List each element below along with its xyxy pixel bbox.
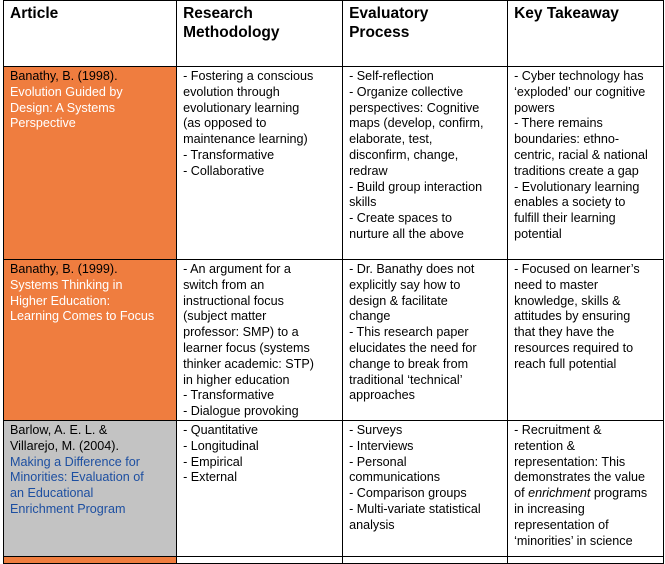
article-title-line[interactable]: Evolution Guided by [10,84,123,99]
cell-line: that they have the [514,325,615,340]
evaluation-cell-partial [343,556,508,563]
cell-line: - Evolutionary learning [514,179,640,194]
cell-line: - Personal [349,454,407,469]
article-cell [4,260,177,421]
header-article-label: Article [10,5,59,22]
takeaway-cell [508,67,664,260]
cell-line: resources required to [514,340,634,355]
cell-line: traditions create a gap [514,163,639,178]
article-cell [4,420,177,556]
cell-line: (as opposed to [183,116,267,131]
article-title-line[interactable]: Perspective [10,116,76,131]
header-methodology [177,1,343,67]
cell-line: reach full potential [514,356,617,371]
header-takeaway-label: Key Takeaway [514,5,619,22]
article-author: Villarejo, M. (2004). [10,438,119,453]
takeaway-fragment: programs [590,486,648,501]
cell-line: - Build group interaction [349,179,483,194]
article-title-line[interactable]: Making a Difference for [10,454,140,469]
cell-line: switch from an [183,277,265,292]
cell-line: powers [514,100,555,115]
cell-line: - Cyber technology has [514,69,644,83]
cell-line: learner focus (systems [183,340,310,355]
cell-line: traditional ‘technical’ [349,372,463,387]
takeaway-line: representation: This [514,454,626,469]
cell-line: communications [349,470,441,485]
evaluation-cell [343,67,508,260]
cell-line: - Create spaces to [349,211,452,226]
cell-line: evolutionary learning [183,100,300,115]
table-row [4,420,664,556]
cell-line: need to master [514,277,599,292]
article-title-line[interactable]: Higher Education: [10,293,111,308]
cell-line: - Focused on learner’s [514,262,640,276]
cell-line: elaborate, test, [349,132,433,147]
takeaway-line: retention & [514,438,576,453]
cell-line: boundaries: ethno- [514,132,620,147]
table-row-partial [4,556,664,563]
methodology-cell [177,67,343,260]
table-row [4,67,664,260]
cell-line: professor: SMP) to a [183,325,299,340]
cell-line: disconfirm, change, [349,147,459,162]
cell-line: ‘exploded’ our cognitive [514,84,646,99]
cell-line: - Organize collective [349,84,464,99]
cell-line: change to break from [349,356,469,371]
cell-line: - Self-reflection [349,69,434,83]
cell-line: explicitly say how to [349,277,461,292]
cell-line: evolution through [183,84,280,99]
article-title-line[interactable]: Enrichment Program [10,501,126,516]
cell-line: - Transformative [183,388,275,403]
cell-line: redraw [349,163,388,178]
cell-line: change [349,309,391,324]
cell-line: - Surveys [349,422,403,437]
literature-review-table [3,0,664,564]
methodology-cell [177,420,343,556]
header-evaluation [343,1,508,67]
takeaway-line: representation of [514,517,609,532]
article-cell-partial [4,556,177,563]
evaluation-cell [343,420,508,556]
article-author: Banathy, B. (1998). [10,69,118,83]
takeaway-line: - Recruitment & [514,422,602,437]
header-methodology-label: Research Methodology [183,5,280,41]
cell-line: - Longitudinal [183,438,259,453]
article-cell [4,67,177,260]
takeaway-cell [508,260,664,421]
cell-line: design & facilitate [349,293,448,308]
cell-line: - Fostering a conscious [183,69,314,83]
article-title-line[interactable]: an Educational [10,486,94,501]
cell-line: - There remains [514,116,603,131]
cell-line: - Empirical [183,454,243,469]
cell-line: - Multi-variate statistical [349,501,481,516]
methodology-cell [177,260,343,421]
cell-line: skills [349,195,377,210]
article-title-line[interactable]: Minorities: Evaluation of [10,470,144,485]
takeaway-line: ‘minorities’ in science [514,533,633,548]
cell-line: - Interviews [349,438,414,453]
cell-line: elucidates the need for [349,340,477,355]
cell-line: - Quantitative [183,422,258,437]
cell-line: attitudes by ensuring [514,309,631,324]
article-title-line[interactable]: Learning Comes to Focus [10,309,155,324]
cell-line: - An argument for a [183,262,291,276]
table-row [4,260,664,421]
cell-line: (subject matter [183,309,267,324]
cell-line: knowledge, skills & [514,293,621,308]
cell-line: maintenance learning) [183,132,308,147]
article-author: Banathy, B. (1999). [10,262,118,276]
takeaway-cell-partial [508,556,664,563]
cell-line: perspectives: Cognitive [349,100,480,115]
article-title-line[interactable]: Design: A Systems [10,100,115,115]
header-row [4,1,664,67]
cell-line: - Comparison groups [349,486,467,501]
takeaway-line [514,486,658,502]
cell-line: nurture all the above [349,226,464,241]
cell-line: thinker academic: STP) [183,356,314,371]
cell-line: maps (develop, confirm, [349,116,484,131]
header-evaluation-label: Evaluatory Process [349,5,429,41]
cell-line: in higher education [183,372,290,387]
takeaway-emphasis: enrichment [528,486,591,501]
takeaway-fragment: of [514,486,529,501]
header-article [4,1,177,67]
article-title-line[interactable]: Systems Thinking in [10,277,123,292]
cell-line: instructional focus [183,293,284,308]
cell-line: fulfill their learning [514,211,616,226]
takeaway-cell [508,420,664,556]
article-author: Barlow, A. E. L. & [10,422,108,437]
cell-line: analysis [349,517,395,532]
cell-line: potential [514,226,562,241]
cell-line: - Collaborative [183,163,265,178]
cell-line: - Transformative [183,147,275,162]
takeaway-line: demonstrates the value [514,470,646,485]
cell-line: centric, racial & national [514,147,648,162]
cell-line: - External [183,470,237,485]
cell-line: - Dr. Banathy does not [349,262,475,276]
cell-line: enables a society to [514,195,626,210]
cell-line: approaches [349,388,415,403]
cell-line: - This research paper [349,325,469,340]
header-takeaway [508,1,664,67]
cell-line: - Dialogue provoking [183,404,299,419]
takeaway-line: in increasing [514,501,585,516]
methodology-cell-partial [177,556,343,563]
evaluation-cell [343,260,508,421]
